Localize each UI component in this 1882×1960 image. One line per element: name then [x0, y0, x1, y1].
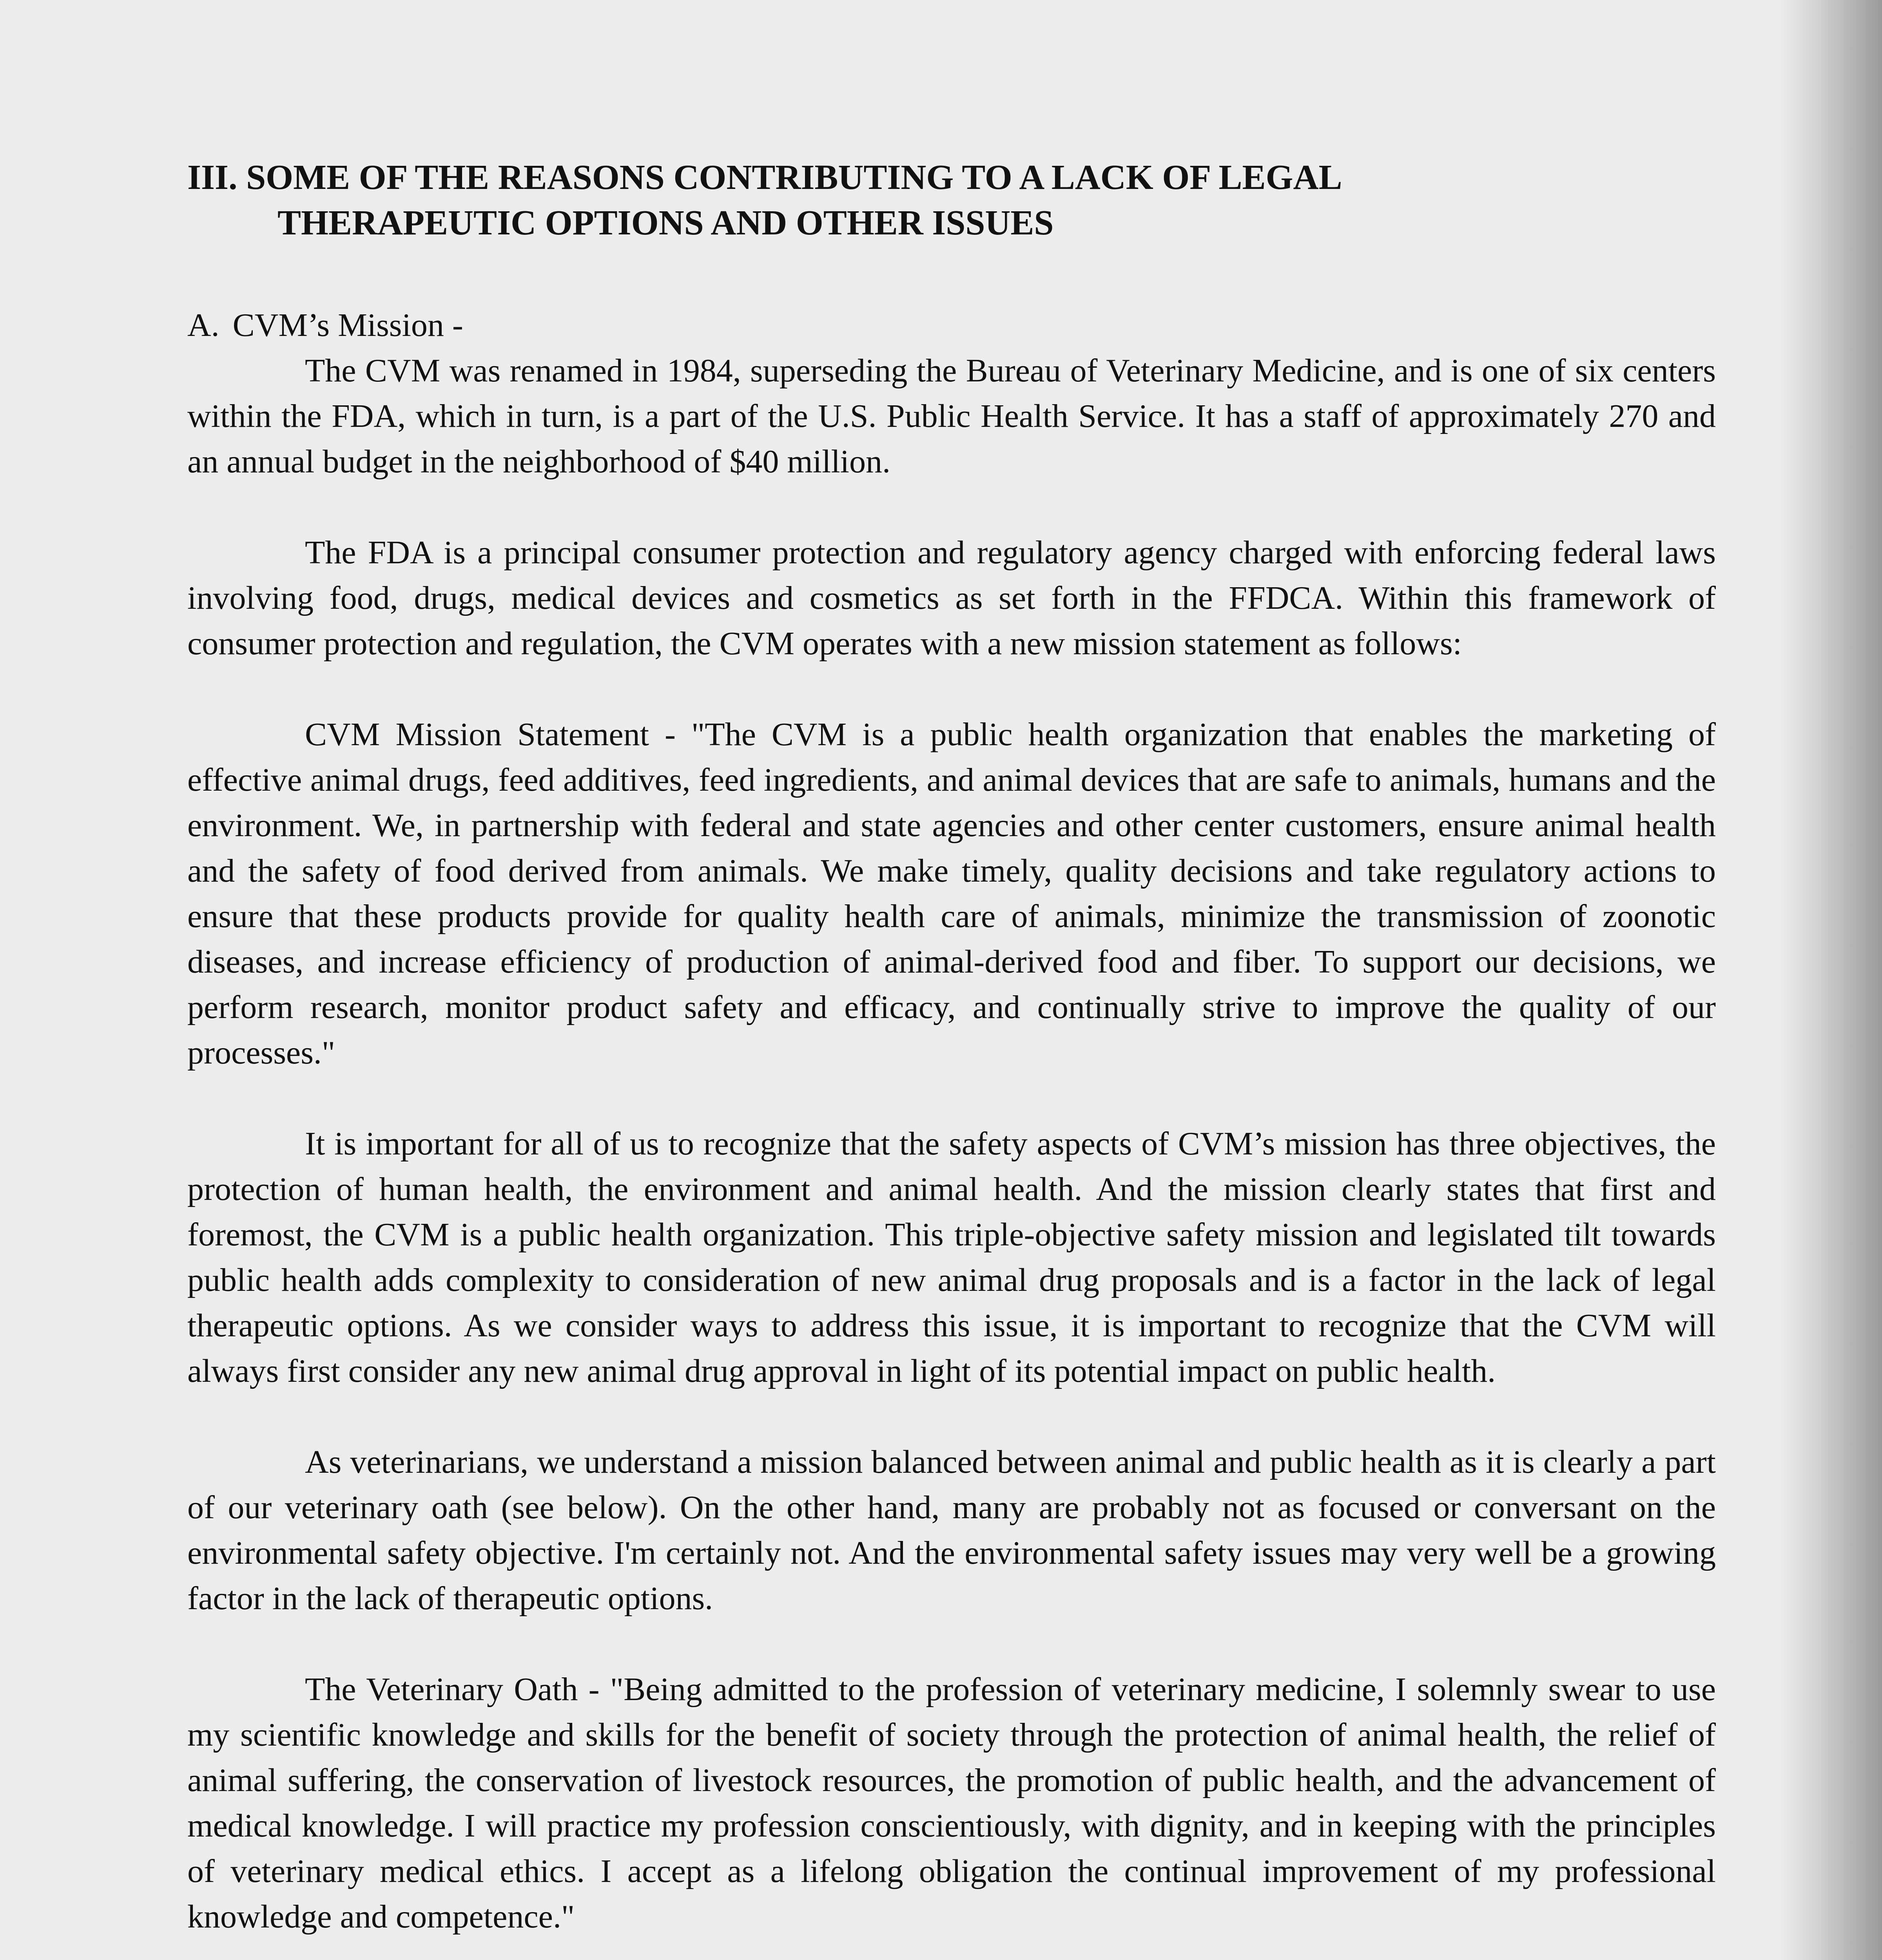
page-edge-shadow: [1780, 0, 1882, 1960]
paragraph-veterinary-oath: The Veterinary Oath - "Being admitted to the profession of veterinary medicine, I solemnly swear to use my scientific knowledge and skills for the benefit of society through the protection of animal health, the relief of animal suffering, the conservation of livestock resources, the promotion of public health, and the advancement of medical knowledge. I will practice my profession conscientiously, with dignity, and in keeping with the principles of veterinary medical ethics. I accept as a lifelong obligation the continual improvement of my professional knowledge and competence.": [187, 1671, 1716, 1935]
paragraph-veterinarians: As veterinarians, we understand a mission balanced between animal and public health as it is clearly a part of our veterinary oath (see below). On the other hand, many are probably not as focused or conversant on the environmental safety objective. I'm certainly not. And the environmental safety issues may very well be a growing factor in the lack of therapeutic options.: [187, 1444, 1716, 1617]
paragraph-fda-role: The FDA is a principal consumer protection and regulatory agency charged with enforcing federal laws involving food, drugs, medical devices and cosmetics as set forth in the FFDCA. Within this framework of consumer protection and regulation, the CVM operates with a new mission statement as follows:: [187, 534, 1716, 662]
section-heading: [187, 155, 1716, 246]
subsection-heading: [187, 303, 1716, 348]
paragraph-mission-statement: CVM Mission Statement - "The CVM is a public health organization that enables the marketing of effective animal drugs, feed additives, feed ingredients, and animal devices that are safe to animals, humans and the environment. We, in partnership with federal and state agencies and other center customers, ensure animal health and the safety of food derived from animals. We make timely, quality decisions and take regulatory actions to ensure that these products provide for quality health care of animals, minimize the transmission of zoonotic diseases, and increase efficiency of production of animal-derived food and fiber. To support our decisions, we perform research, monitor product safety and efficacy, and continually strive to improve the quality of our processes.": [187, 716, 1716, 1071]
subsection-label: A.: [187, 307, 219, 343]
document-body: [187, 155, 1716, 1940]
paragraph-cvm-history: The CVM was renamed in 1984, superseding the Bureau of Veterinary Medicine, and is one of six centers within the FDA, which in turn, is a part of the U.S. Public Health Service. It has a staff of approximately 270 and an annual budget in the neighborhood of $40 million.: [187, 352, 1716, 480]
section-heading-line1: III. SOME OF THE REASONS CONTRIBUTING TO A LACK OF LEGAL: [187, 158, 1342, 197]
paragraph-safety-objectives: It is important for all of us to recognize that the safety aspects of CVM’s mission has three objectives, the protection of human health, the environment and animal health. And the mission clearly states that first and foremost, the CVM is a public health organization. This triple-objective safety mission and legislated tilt towards public health adds complexity to consideration of new animal drug proposals and is a factor in the lack of legal therapeutic options. As we consider ways to address this issue, it is important to recognize that the CVM will always first consider any new animal drug approval in light of its potential impact on public health.: [187, 1125, 1716, 1389]
section-heading-line2: THERAPEUTIC OPTIONS AND OTHER ISSUES: [277, 203, 1054, 242]
subsection-title: CVM’s Mission -: [232, 307, 463, 343]
